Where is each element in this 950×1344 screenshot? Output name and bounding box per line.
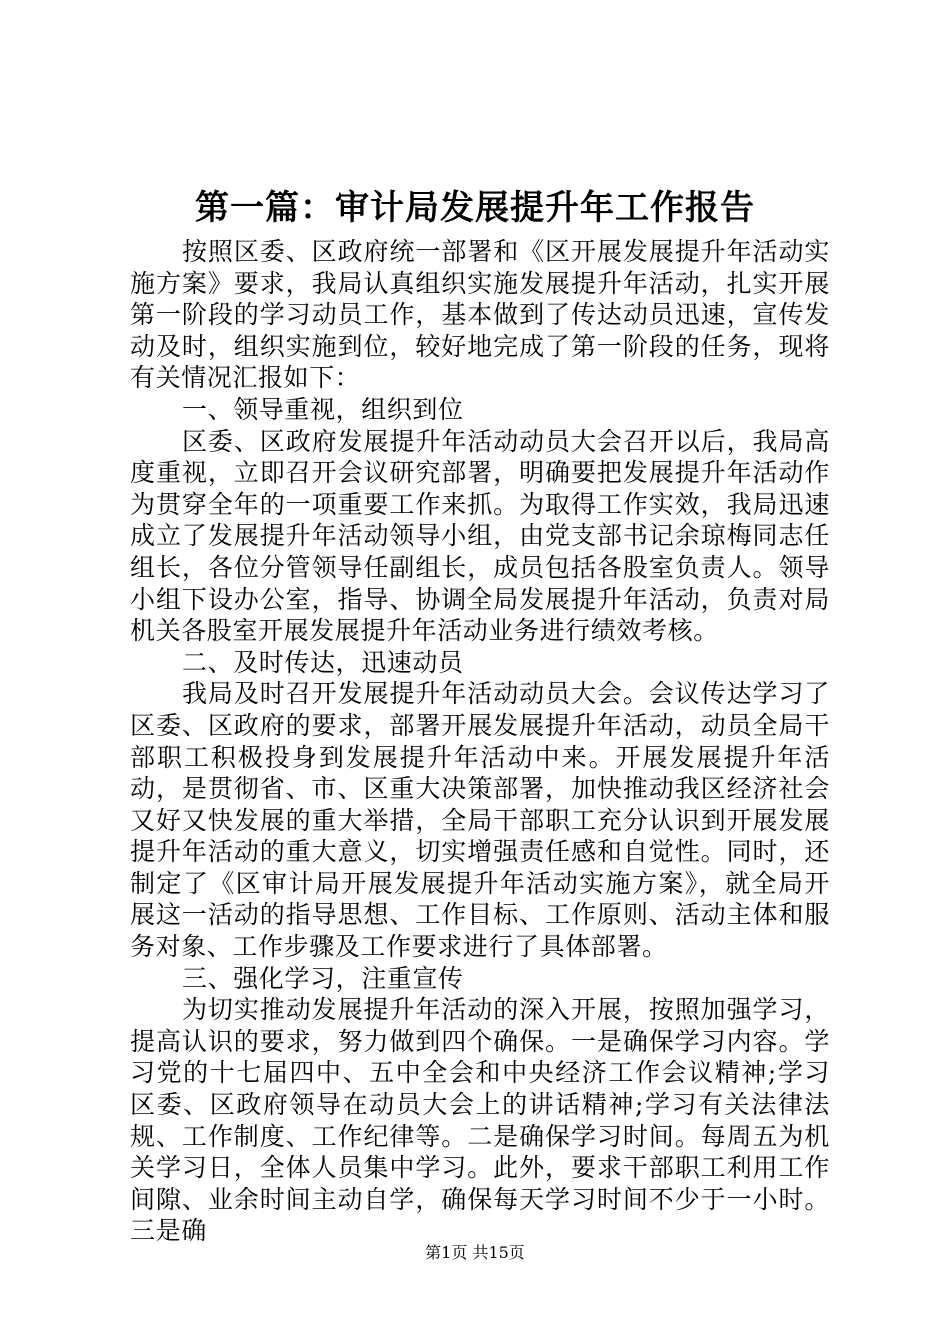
- section-paragraph-2: 我局及时召开发展提升年活动动员大会。会议传达学习了区委、区政府的要求，部署开展发展提升年活动，动员全局干部职工积极投身到发展提升年活动中来。开展发展提升年活动，是贯彻省、市、区重大决策部署，加快推动我区经济社会又好又快发展的重大举措，全局干部职工充分认识到开展发展提升年活动的重大意义，切实增强责任感和自觉性。同时，还制定了《区审计局开展发展提升年活动实施方案》，就全局开展这一活动的指导思想、工作目标、工作原则、活动主体和服务对象、工作步骤及工作要求进行了具体部署。: [130, 679, 830, 962]
- section-heading-1: 一、领导重视，组织到位: [182, 394, 464, 424]
- document-body: [130, 236, 830, 1247]
- section-paragraph-3: 为切实推动发展提升年活动的深入开展，按照加强学习，提高认识的要求，努力做到四个确保。一是确保学习内容。学习党的十七届四中、五中全会和中央经济工作会议精神;学习区委、区政府领导在动员大会上的讲话精神;学习有关法律法规、工作制度、工作纪律等。二是确保学习时间。每周五为机关学习日，全体人员集中学习。此外，要求干部职工利用工作间隙、业余时间主动自学，确保每天学习时间不少于一小时。三是确: [130, 995, 830, 1246]
- page-number-footer: 第1页 共15页: [425, 1243, 525, 1262]
- section-heading-3: 三、强化学习，注重宣传: [182, 963, 464, 993]
- section-paragraph-1: 区委、区政府发展提升年活动动员大会召开以后，我局高度重视，立即召开会议研究部署，明确要把发展提升年活动作为贯穿全年的一项重要工作来抓。为取得工作实效，我局迅速成立了发展提升年活动领导小组，由党支部书记余琼梅同志任组长，各位分管领导任副组长，成员包括各股室负责人。领导小组下设办公室，指导、协调全局发展提升年活动，负责对局机关各股室开展发展提升年活动业务进行绩效考核。: [130, 426, 830, 646]
- section-heading-2: 二、及时传达，迅速动员: [182, 647, 464, 677]
- intro-paragraph: 按照区委、区政府统一部署和《区开展发展提升年活动实施方案》要求，我局认真组织实施发展提升年活动，扎实开展第一阶段的学习动员工作，基本做到了传达动员迅速，宣传发动及时，组织实施到位，较好地完成了第一阶段的任务，现将有关情况汇报如下：: [130, 237, 830, 393]
- document-title: 第一篇：审计局发展提升年工作报告: [195, 188, 755, 228]
